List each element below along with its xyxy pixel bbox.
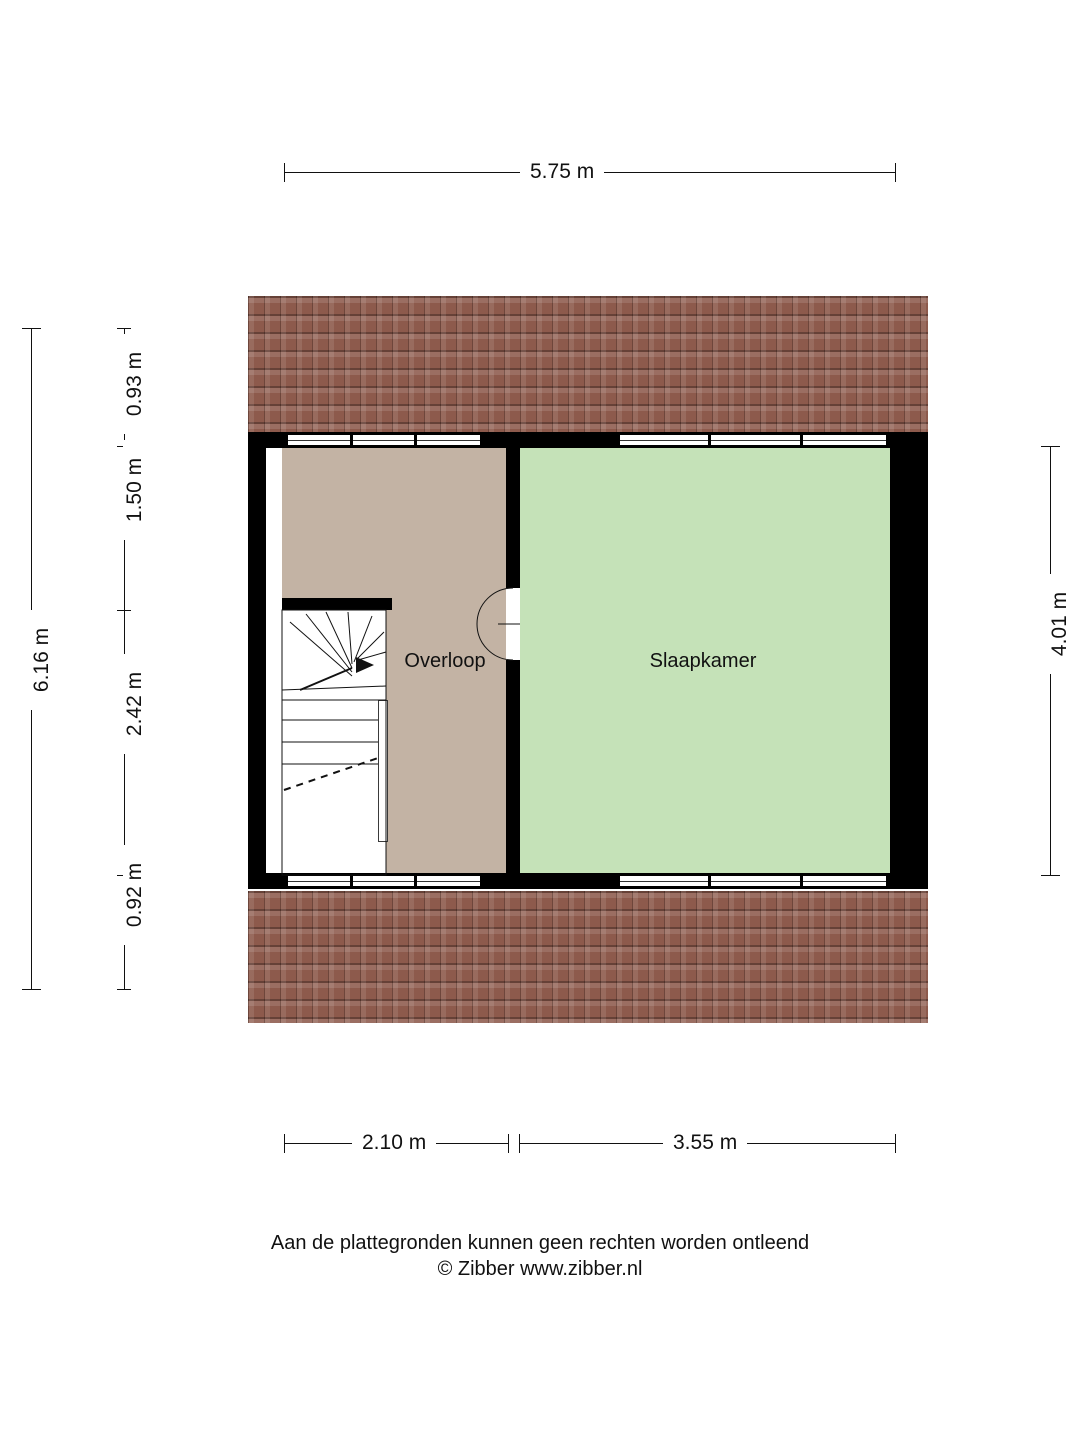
wall-top-right-stub xyxy=(886,432,896,448)
wall-bottom-right-stub xyxy=(886,873,896,889)
wall-top-left-stub xyxy=(266,432,288,448)
disclaimer-line-1: Aan de plattegronden kunnen geen rechten worden ontleend xyxy=(270,1232,810,1254)
dimension-left-2-42: 2.42 m xyxy=(123,654,147,754)
left-inner-tick-a xyxy=(117,328,131,329)
top-dimension-tick-right xyxy=(895,163,896,182)
right-tick-top xyxy=(1041,446,1060,447)
window-mullion xyxy=(414,435,417,445)
bottom-tick-c xyxy=(519,1134,520,1153)
wall-stair-top xyxy=(282,598,392,610)
wall-partition-vertical xyxy=(506,448,520,588)
wall-left-exterior xyxy=(248,432,266,889)
window-mullion xyxy=(708,876,711,886)
stair-enclosure-fill xyxy=(282,605,386,875)
window-mullion xyxy=(800,876,803,886)
dimension-top-5-75: 5.75 m xyxy=(520,160,604,184)
left-outer-tick-bottom xyxy=(22,989,41,990)
top-dimension-tick-left xyxy=(284,163,285,182)
window-bottom-left xyxy=(288,873,480,889)
dimension-bottom-3-55: 3.55 m xyxy=(663,1131,747,1155)
dimension-left-6-16: 6.16 m xyxy=(30,610,54,710)
dimension-left-1-50: 1.50 m xyxy=(123,440,147,540)
door-stair-enclosure xyxy=(378,700,388,842)
right-tick-bottom xyxy=(1041,875,1060,876)
wall-right-exterior xyxy=(890,432,928,889)
window-mullion xyxy=(800,435,803,445)
bottom-tick-b xyxy=(508,1134,509,1153)
dimension-right-4-01: 4.01 m xyxy=(1048,574,1072,674)
wall-bottom-middle xyxy=(480,873,620,889)
left-inner-tick-e xyxy=(117,989,131,990)
bottom-tick-d xyxy=(895,1134,896,1153)
bottom-tick-a xyxy=(284,1134,285,1153)
window-mullion xyxy=(350,435,353,445)
dimension-left-0-92: 0.92 m xyxy=(123,845,147,945)
wall-stair-right xyxy=(380,598,392,610)
dimension-left-0-93: 0.93 m xyxy=(123,334,147,434)
left-outer-tick-top xyxy=(22,328,41,329)
window-bottom-right xyxy=(620,873,886,889)
wall-bottom-left-stub xyxy=(266,873,288,889)
disclaimer-line-2: © Zibber www.zibber.nl xyxy=(437,1258,643,1280)
window-mullion xyxy=(414,876,417,886)
room-label-slaapkamer: Slaapkamer xyxy=(649,650,757,672)
room-label-overloop: Overloop xyxy=(404,650,486,672)
wall-partition-vertical-lower xyxy=(506,660,520,875)
window-mullion xyxy=(708,435,711,445)
roof-top xyxy=(248,296,928,432)
dimension-bottom-2-10: 2.10 m xyxy=(352,1131,436,1155)
window-top-left xyxy=(288,432,480,448)
window-mullion xyxy=(350,876,353,886)
window-top-right xyxy=(620,432,886,448)
wall-top-middle xyxy=(480,432,620,448)
roof-bottom xyxy=(248,891,928,1023)
